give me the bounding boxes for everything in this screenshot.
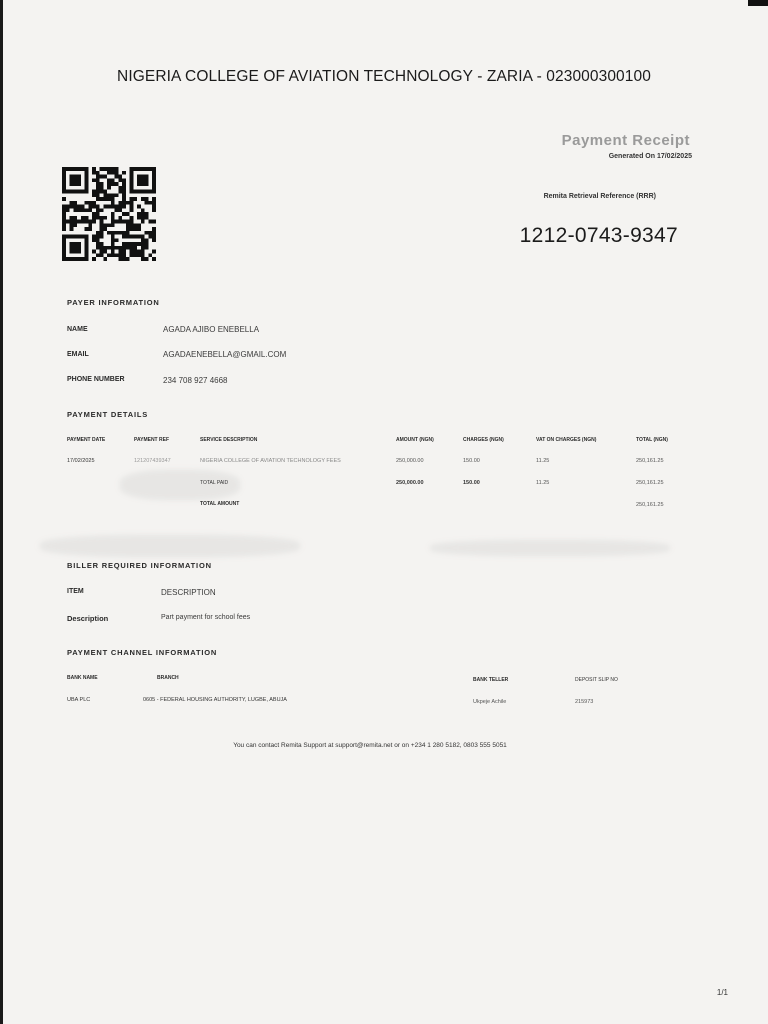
phone-label: PHONE NUMBER xyxy=(67,376,125,383)
row-date: 17/02/2025 xyxy=(67,458,95,464)
item-value: DESCRIPTION xyxy=(161,588,216,597)
col-branch: BRANCH xyxy=(157,675,179,681)
payer-phone: 234 708 927 4668 xyxy=(163,376,228,385)
scan-edge xyxy=(748,0,768,6)
row-amount: 250,000.00 xyxy=(396,458,424,464)
total-paid-charges: 150.00 xyxy=(463,480,480,486)
row-branch: 0605 - FEDERAL HOUSING AUTHORITY, LUGBE, ABUJA xyxy=(143,697,287,703)
row-vat: 11.25 xyxy=(536,458,550,464)
scan-smudge xyxy=(40,535,300,557)
col-payment-date: PAYMENT DATE xyxy=(67,437,106,443)
scan-smudge xyxy=(430,540,670,556)
col-amount: AMOUNT (NGN) xyxy=(396,437,434,443)
total-paid-amount: 250,000.00 xyxy=(396,480,424,486)
rrr-label: Remita Retrieval Reference (RRR) xyxy=(543,193,656,200)
payment-section-title: PAYMENT DETAILS xyxy=(67,410,149,419)
rrr-value: 1212-0743-9347 xyxy=(519,224,678,247)
row-description: NIGERIA COLLEGE OF AVIATION TECHNOLOGY FEES xyxy=(200,458,341,464)
channel-section-title: PAYMENT CHANNEL INFORMATION xyxy=(67,648,218,657)
payer-email: AGADAENEBELLA@GMAIL.COM xyxy=(163,350,287,359)
row-deposit-slip: 215973 xyxy=(575,699,594,705)
payer-section-title: PAYER INFORMATION xyxy=(67,298,160,307)
row-bank-name: UBA PLC xyxy=(67,697,91,703)
description-value: Part payment for school fees xyxy=(161,614,251,621)
payer-name: AGADA AJIBO ENEBELLA xyxy=(163,325,260,334)
total-paid-total: 250,161.25 xyxy=(636,480,664,486)
total-amount-value: 250,161.25 xyxy=(636,502,664,508)
receipt-heading: Payment Receipt xyxy=(561,132,690,149)
row-total: 250,161.25 xyxy=(636,458,664,464)
email-label: EMAIL xyxy=(67,351,89,358)
name-label: NAME xyxy=(67,326,88,333)
institution-title: NIGERIA COLLEGE OF AVIATION TECHNOLOGY - ZARIA - 023000300100 xyxy=(117,68,651,85)
row-charges: 150.00 xyxy=(463,458,480,464)
row-ref: 121207439347 xyxy=(134,458,171,464)
col-payment-ref: PAYMENT REF xyxy=(134,437,170,443)
col-deposit-slip: DEPOSIT SLIP NO xyxy=(575,677,618,683)
qr-code xyxy=(62,166,156,262)
col-vat: VAT ON CHARGES (NGN) xyxy=(536,437,597,443)
scan-edge xyxy=(0,0,3,1024)
col-service-description: SERVICE DESCRIPTION xyxy=(200,437,258,443)
col-charges: CHARGES (NGN) xyxy=(463,437,504,443)
biller-section-title: BILLER REQUIRED INFORMATION xyxy=(67,561,212,570)
generated-date: Generated On 17/02/2025 xyxy=(608,153,692,160)
total-amount-label: TOTAL AMOUNT xyxy=(200,501,240,507)
total-paid-vat: 11.25 xyxy=(536,480,550,486)
description-label: Description xyxy=(67,614,109,623)
support-contact: You can contact Remita Support at support@remita.net or on +234 1 280 5182, 0803 555 5051 xyxy=(233,742,507,749)
col-bank-teller: BANK TELLER xyxy=(473,677,509,683)
total-paid-label: TOTAL PAID xyxy=(200,480,229,486)
item-label: ITEM xyxy=(67,588,84,595)
col-total: TOTAL (NGN) xyxy=(636,437,668,443)
col-bank-name: BANK NAME xyxy=(67,675,98,681)
page-number: 1/1 xyxy=(716,988,728,997)
row-bank-teller: Ukpeje Achile xyxy=(473,699,507,705)
